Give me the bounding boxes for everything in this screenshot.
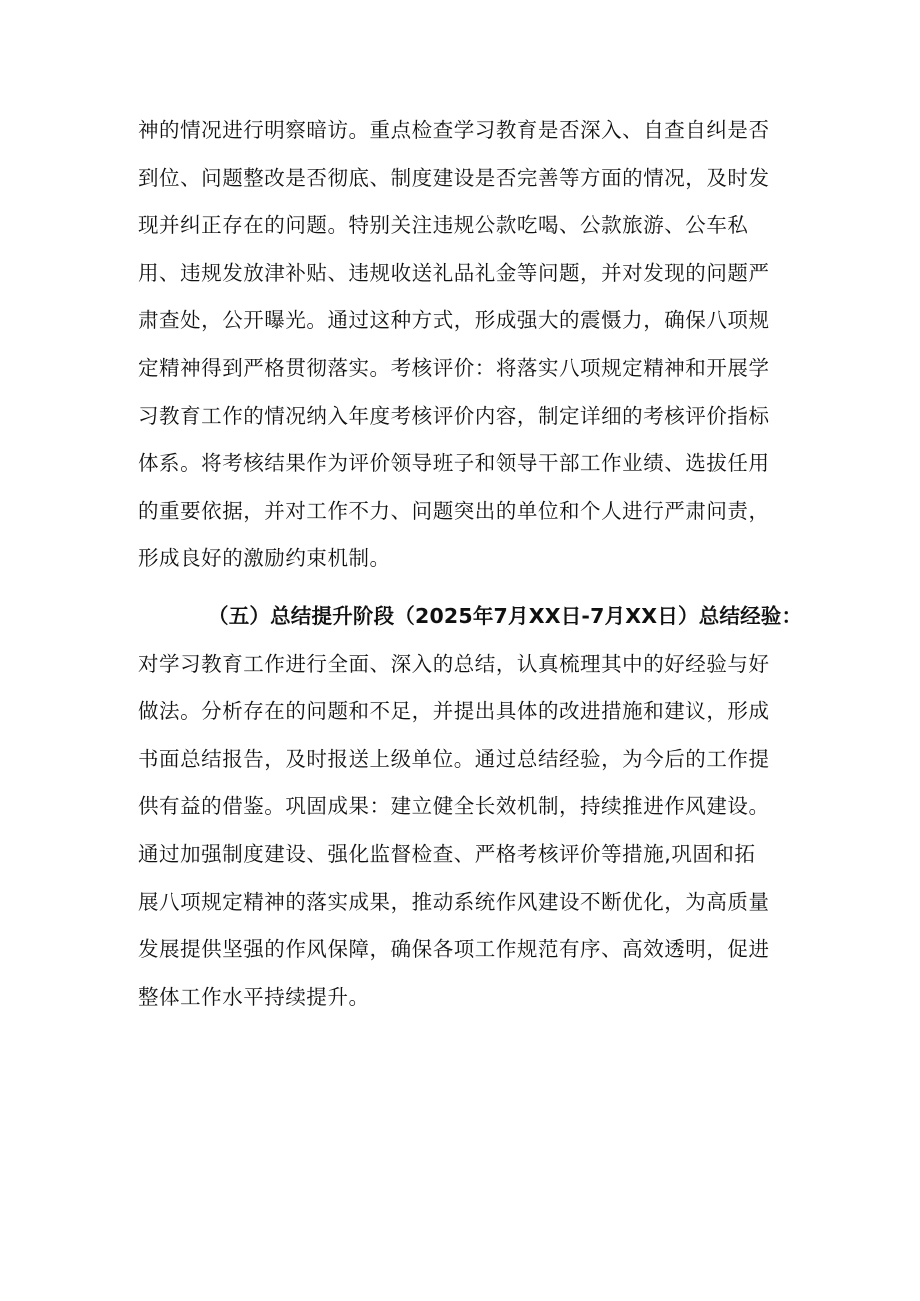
text-line: 通过加强制度建设、强化监督检查、严格考核评价等措施,巩固和拓 [138, 841, 756, 866]
text-line: 形成良好的激励约束机制。 [138, 546, 391, 571]
text-line: 供有益的借鉴。巩固成果：建立健全长效机制，持续推进作风建设。 [138, 794, 770, 819]
text-line: 肃查处，公开曝光。通过这种方式，形成强大的震慑力，确保八项规 [138, 308, 770, 333]
text-line: 到位、问题整改是否彻底、制度建设是否完善等方面的情况，及时发 [138, 165, 770, 190]
text-line: 习教育工作的情况纳入年度考核评价内容，制定详细的考核评价指标 [138, 403, 770, 428]
text-line: 发展提供坚强的作风保障，确保各项工作规范有序、高效透明，促进 [138, 937, 770, 962]
text-line: 做法。分析存在的问题和不足，并提出具体的改进措施和建议，形成 [138, 699, 770, 724]
text-line: 展八项规定精神的落实成果，推动系统作风建设不断优化，为高质量 [138, 889, 770, 914]
section-summary-stage [138, 593, 803, 1021]
text-line: 定精神得到严格贯彻落实。考核评价：将落实八项规定精神和开展学 [138, 355, 770, 380]
text-line: 现并纠正存在的问题。特别关注违规公款吃喝、公款旅游、公车私 [138, 213, 749, 238]
text-line: 体系。将考核结果作为评价领导班子和领导干部工作业绩、选拔任用 [138, 451, 770, 476]
text-line: 用、违规发放津补贴、违规收送礼品礼金等问题，并对发现的问题严 [138, 260, 770, 285]
text-line: 神的情况进行明察暗访。重点检查学习教育是否深入、自查自纠是否 [138, 118, 770, 142]
text-line: 的重要依据，并对工作不力、问题突出的单位和个人进行严肃问责， [138, 498, 770, 523]
text-line: 书面总结报告，及时报送上级单位。通过总结经验，为今后的工作提 [138, 746, 770, 771]
text-line: 整体工作水平持续提升。 [138, 984, 370, 1009]
text-line: 对学习教育工作进行全面、深入的总结，认真梳理其中的好经验与好 [138, 651, 770, 676]
section-heading: （五）总结提升阶段（2025年7月XX日-7月XX日）总结经验： [208, 604, 803, 628]
paragraph-supervision-assessment [138, 107, 786, 583]
